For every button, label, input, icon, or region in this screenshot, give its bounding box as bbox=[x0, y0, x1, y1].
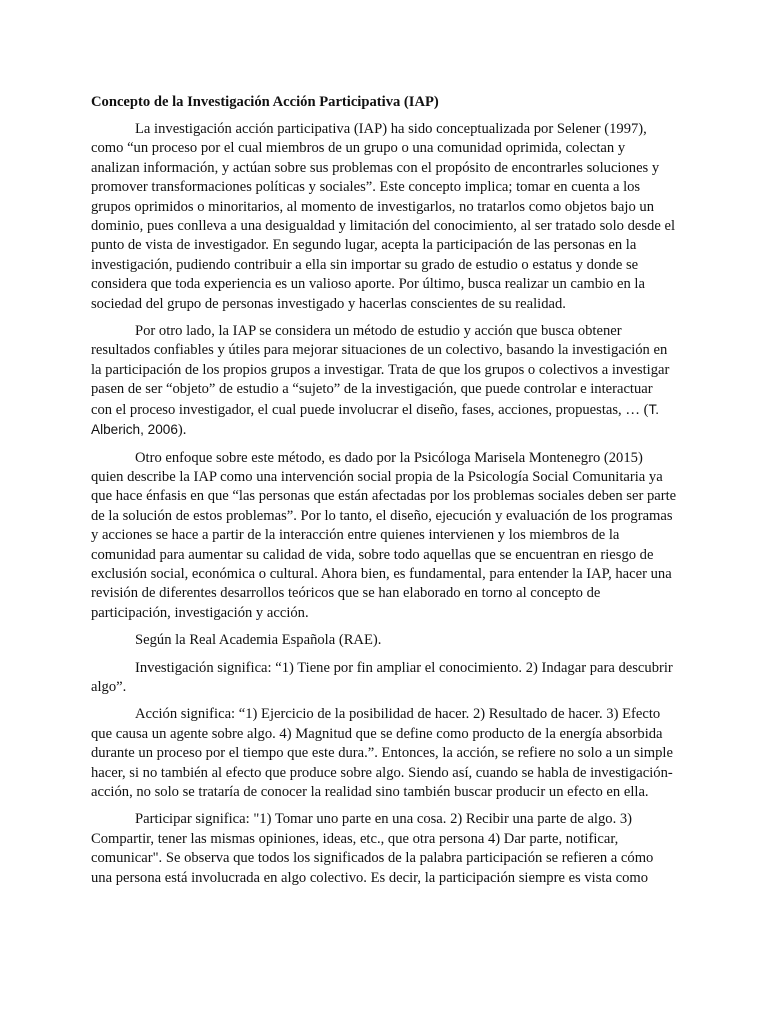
paragraph-rae: Según la Real Academia Española (RAE). bbox=[135, 632, 382, 649]
document-title: Concepto de la Investigación Acción Participativa (IAP) bbox=[91, 94, 439, 110]
citation-alberich: T. Alberich, 2006 bbox=[91, 401, 660, 438]
paragraph-participar: Participar significa: "1) Tomar uno parte en una cosa. 2) Recibir una parte de algo. 3) Compartir, tener las mismas opiniones, ideas, etc., que otra persona 4) Dar parte, notificar, comunicar". Se observa que todos los significados de la palabra participación se refieren a cómo una persona está involucrada en algo colectivo. Es decir, la participación siempre es vista como bbox=[91, 811, 654, 886]
paragraph-selener: La investigación acción participativa (IAP) ha sido conceptualizada por Selener (1997), como “un proceso por el cual miembros de un grupo o una comunidad oprimida, colectan y analizan información, y actúan sobre sus problemas con el propósito de encontrarles soluciones y promover transformaciones políticas y sociales”. Este concepto implica; tomar en cuenta a los grupos oprimidos o minoritarios, al momento de investigarlos, no tratarlos como objetos bajo un dominio, pues conlleva a una desigualdad y limitación del conocimiento, al ser tratado solo desde el punto de vista de investigador. En segundo lugar, acepta la participación de las personas en la investigación, pudiendo contribuir a ella sin importar su grado de estudio o estatus y donde se considera que toda experiencia es un valioso aporte. Por último, busca realizar un cambio en la sociedad del grupo de personas investigado y hacerlas conscientes de su realidad. bbox=[91, 121, 675, 312]
document-page bbox=[91, 91, 677, 896]
paragraph-iap-method-text: Por otro lado, la IAP se considera un método de estudio y acción que busca obtener resultados confiables y útiles para mejorar situaciones de un colectivo, basando la investigación en la participación de los propios grupos a investigar. Trata de que los grupos o colectivos a investigar pasen de ser “objeto” de estudio a “sujeto” de la investigación, que puede controlar e interactuar con el proceso investigador, el cual puede involucrar el diseño, fases, acciones, propuestas, … ( bbox=[91, 323, 670, 418]
paragraph-montenegro: Otro enfoque sobre este método, es dado por la Psicóloga Marisela Montenegro (2015) quien describe la IAP como una intervención social propia de la Psicología Social Comunitaria ya que hace énfasis en que “las personas que están afectadas por los problemas sociales deben ser parte de la solución de estos problemas”. Por lo tanto, el diseño, ejecución y evaluación de los programas y acciones se hace a partir de la interacción entre quienes intervienen y los miembros de la comunidad para aumentar su calidad de vida, sobre todo aquellas que se encuentran en riesgo de exclusión social, económica o cultural. Ahora bien, es fundamental, para entender la IAP, hacer una revisión de diferentes desarrollos teóricos que se han elaborado en torno al concepto de participación, investigación y acción. bbox=[91, 449, 677, 621]
paragraph-iap-method bbox=[91, 322, 677, 440]
citation-tail: ). bbox=[177, 422, 187, 439]
paragraph-accion: Acción significa: “1) Ejercicio de la posibilidad de hacer. 2) Resultado de hacer. 3) Efecto que causa un agente sobre algo. 4) Magnitud que se define como producto de la energía absorbida durante un proceso por el tiempo que este dura.”. Entonces, la acción, se refiere no solo a un simple hacer, si no también al efecto que produce sobre algo. Siendo así, cuando se habla de investigación-acción, no solo se trataría de conocer la realidad sino también buscar producir un efecto en ella. bbox=[91, 706, 673, 800]
paragraph-investigacion: Investigación significa: “1) Tiene por fin ampliar el conocimiento. 2) Indagar para descubrir algo”. bbox=[91, 659, 673, 695]
